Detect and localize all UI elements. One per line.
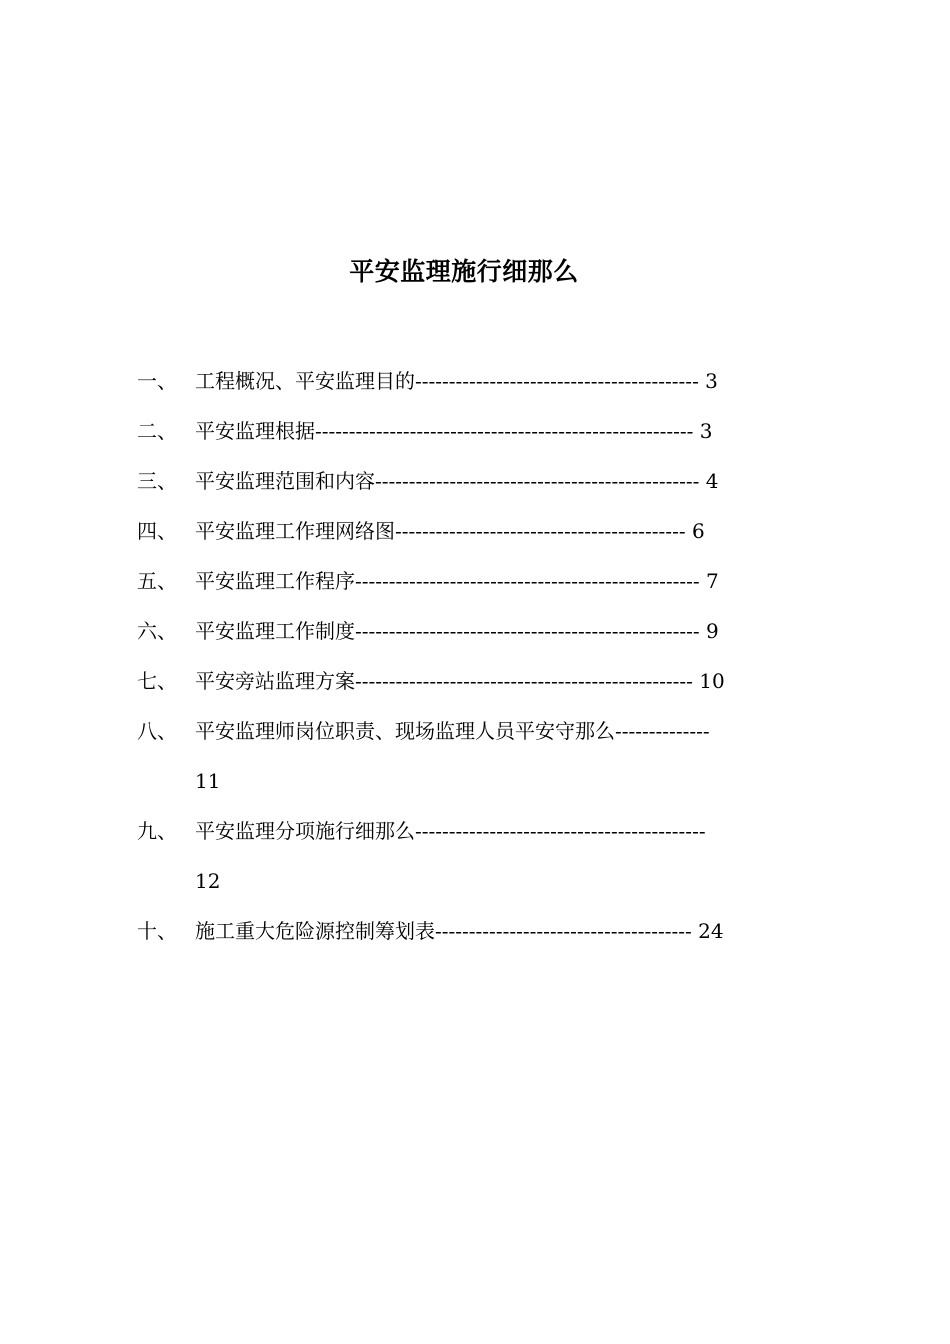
toc-entry-page: 12 [195, 869, 221, 893]
toc-entry-5 [137, 556, 817, 606]
toc-entry-text: 平安监理分项施行细那么------------------------------------------- [195, 819, 706, 843]
toc-entry-7 [137, 656, 817, 706]
toc-entry-9 [137, 806, 817, 906]
page-title: 平安监理施行细那么 [349, 257, 579, 286]
toc-entry-10 [137, 906, 817, 956]
toc-entry-2 [137, 406, 817, 456]
toc-entry-text: 施工重大危险源控制筹划表-------------------------------------- 24 [195, 919, 724, 943]
toc-entry-number: 二、 [137, 419, 177, 443]
toc-entry-text: 平安监理范围和内容------------------------------------------------ 4 [195, 469, 719, 493]
toc-entry-number: 四、 [137, 519, 177, 543]
toc-entry-number: 五、 [137, 569, 177, 593]
toc-entry-number: 八、 [137, 719, 177, 743]
toc-entry-page: 11 [195, 769, 221, 793]
toc-entry-1 [137, 356, 817, 406]
toc-entry-text: 工程概况、平安监理目的------------------------------------------ 3 [195, 369, 718, 393]
toc-entry-text: 平安监理根据-------------------------------------------------------- 3 [195, 419, 713, 443]
toc-entry-3 [137, 456, 817, 506]
toc-entry-8 [137, 706, 817, 806]
toc-entry-number: 七、 [137, 669, 177, 693]
toc-entry-text: 平安旁站监理方案-------------------------------------------------- 10 [195, 669, 725, 693]
toc-entry-number: 一、 [137, 369, 177, 393]
toc-entry-number: 三、 [137, 469, 177, 493]
table-of-contents [137, 356, 817, 956]
toc-entry-text: 平安监理工作理网络图------------------------------------------- 6 [195, 519, 705, 543]
toc-entry-number: 九、 [137, 819, 177, 843]
toc-entry-number: 六、 [137, 619, 177, 643]
toc-entry-number: 十、 [137, 919, 177, 943]
toc-entry-4 [137, 506, 817, 556]
toc-entry-text: 平安监理工作程序--------------------------------------------------- 7 [195, 569, 719, 593]
toc-entry-6 [137, 606, 817, 656]
toc-entry-text: 平安监理工作制度--------------------------------------------------- 9 [195, 619, 719, 643]
toc-entry-text: 平安监理师岗位职责、现场监理人员平安守那么-------------- [195, 719, 710, 743]
